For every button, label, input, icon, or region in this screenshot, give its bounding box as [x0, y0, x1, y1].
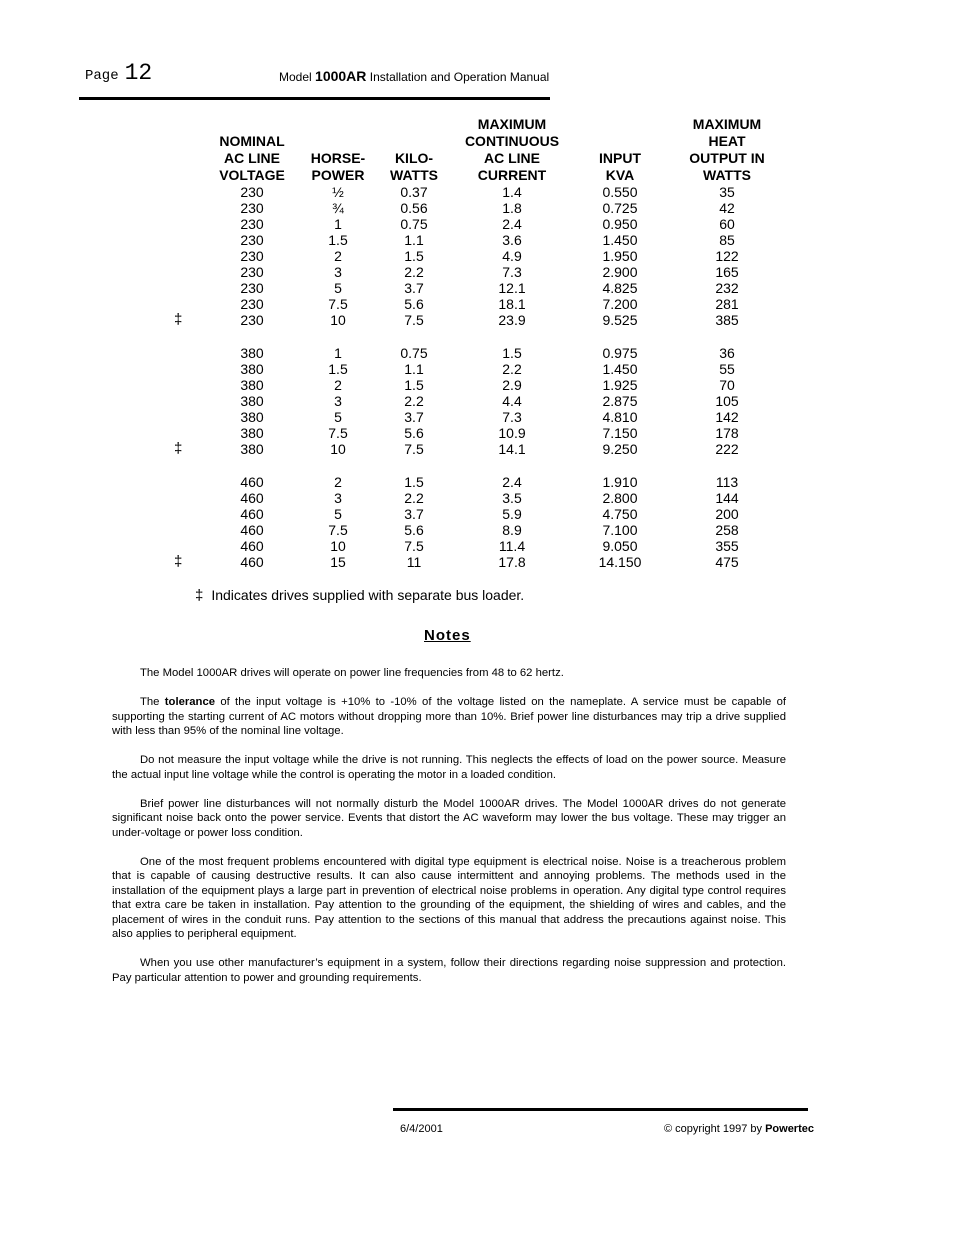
horsepower-cell: 5: [334, 280, 342, 296]
table-row: [166, 312, 776, 328]
footer-date: 6/4/2001: [400, 1123, 443, 1135]
column-header-kilowatts: [366, 116, 462, 184]
title-prefix: Model: [279, 70, 316, 84]
dagger-mark: [166, 522, 194, 538]
dagger-mark: [166, 409, 194, 425]
column-header-line: WATTS: [703, 167, 751, 183]
heat-output-cell: 113: [715, 474, 739, 490]
footer-copyright: [664, 1123, 814, 1135]
heat-output-cell: 232: [715, 280, 739, 296]
horsepower-cell: 1: [334, 345, 342, 361]
kilowatts-cell: 2.2: [404, 393, 424, 409]
dagger-mark: [166, 538, 194, 554]
voltage-cell: 380: [240, 393, 264, 409]
heat-output-cell: 281: [715, 296, 739, 312]
kilowatts-cell: 1.1: [404, 361, 424, 377]
voltage-cell: 460: [240, 474, 264, 490]
column-header-line: NOMINAL: [219, 133, 285, 149]
horsepower-cell: 2: [334, 474, 342, 490]
current-cell: 14.1: [498, 441, 526, 457]
column-header-current: [462, 116, 562, 184]
table-row: [166, 506, 776, 522]
horsepower-cell: ¾: [332, 200, 344, 216]
heat-output-cell: 60: [719, 216, 735, 232]
table-row: [166, 200, 776, 216]
dagger-mark: [166, 296, 194, 312]
table-row: [166, 409, 776, 425]
kva-cell: 1.925: [602, 377, 638, 393]
kva-cell: 2.875: [602, 393, 638, 409]
dagger-mark: [166, 393, 194, 409]
current-cell: 5.9: [502, 506, 522, 522]
dagger-mark: [166, 264, 194, 280]
kilowatts-cell: 3.7: [404, 409, 424, 425]
current-cell: 7.3: [502, 409, 522, 425]
table-row: [166, 441, 776, 457]
spacer-cell: [166, 328, 776, 345]
notes-text: The: [140, 696, 165, 708]
kilowatts-cell: 5.6: [404, 296, 424, 312]
kva-cell: 0.975: [602, 345, 638, 361]
dagger-mark: [166, 232, 194, 248]
current-cell: 3.5: [502, 490, 522, 506]
horsepower-cell: ½: [332, 184, 344, 200]
kva-cell: 4.825: [602, 280, 638, 296]
current-cell: 12.1: [498, 280, 526, 296]
kilowatts-cell: 1.5: [404, 377, 424, 393]
title-suffix: Installation and Operation Manual: [366, 70, 550, 84]
heat-output-cell: 144: [715, 490, 739, 506]
voltage-cell: 230: [240, 200, 264, 216]
group-spacer: [166, 457, 776, 474]
horsepower-cell: 3: [334, 490, 342, 506]
column-header-voltage: [194, 116, 310, 184]
column-header-line: MAXIMUM: [692, 116, 762, 132]
current-cell: 7.3: [502, 264, 522, 280]
table-row: [166, 361, 776, 377]
kilowatts-cell: 5.6: [404, 522, 424, 538]
kilowatts-cell: 5.6: [404, 425, 424, 441]
page-number-value: 12: [124, 60, 153, 86]
kilowatts-cell: 11: [406, 554, 422, 570]
notes-paragraph: One of the most frequent problems encountered with digital type equipment is electrical noise. Noise is a treacherous problem that is capable of causing destructive results. It can also cause intermittent and annoying problems. The methods used in the installation of the equipment plays a large part in prevention of electrical noise problems in operation. Any digital type control requires that extra care be taken in installation. Pay attention to the grounding of the equipment, the shielding of wires and cables, and the placement of wires in the conduit runs. Pay attention to the sections of this manual that address the precautions against noise. This also applies to peripheral equipment.: [112, 855, 786, 940]
drive-spec-table: [166, 116, 776, 570]
table-row: [166, 264, 776, 280]
notes-text: of the input voltage is +10% to -10% of the voltage listed on the nameplate. A service must be capable of supporting the starting current of AC motors without dropping more than 10%. Brief power line disturbances may trip a drive supplied with less than 95% of the nominal line voltage.: [112, 696, 786, 737]
kva-cell: 0.725: [602, 200, 638, 216]
voltage-cell: 230: [240, 232, 264, 248]
copyright-text: © copyright 1997 by: [664, 1123, 766, 1135]
table-row: [166, 216, 776, 232]
dagger-mark: [166, 200, 194, 216]
heat-output-cell: 36: [719, 345, 735, 361]
voltage-cell: 460: [240, 538, 264, 554]
dagger-mark: [166, 248, 194, 264]
kva-cell: 7.100: [602, 522, 638, 538]
table-row: [166, 522, 776, 538]
table-row: [166, 232, 776, 248]
column-header-line: OUTPUT IN: [689, 150, 765, 166]
notes-paragraph: Do not measure the input voltage while the drive is not running. This neglects the effects of load on the power source. Measure the actual input line voltage while the control is operating the motor in a loaded condition.: [112, 754, 786, 781]
kilowatts-cell: 7.5: [404, 538, 424, 554]
spacer-cell: [166, 457, 776, 474]
heat-output-cell: 105: [715, 393, 739, 409]
title-model: 1000AR: [315, 68, 367, 84]
table-row: [166, 184, 776, 200]
horsepower-cell: 10: [330, 441, 346, 457]
kva-cell: 1.450: [602, 232, 638, 248]
kva-cell: 4.750: [602, 506, 638, 522]
notes-paragraph: The Model 1000AR drives will operate on power line frequencies from 48 to 62 hertz.: [140, 667, 564, 679]
kilowatts-cell: 1.5: [404, 474, 424, 490]
column-header-line: WATTS: [390, 167, 438, 183]
kilowatts-cell: 3.7: [404, 280, 424, 296]
kva-cell: 9.250: [602, 441, 638, 457]
kva-cell: 0.950: [602, 216, 638, 232]
heat-output-cell: 165: [715, 264, 739, 280]
horsepower-cell: 7.5: [328, 522, 348, 538]
kva-cell: 0.550: [602, 184, 638, 200]
voltage-cell: 230: [240, 184, 264, 200]
kilowatts-cell: 7.5: [404, 441, 424, 457]
voltage-cell: 230: [240, 216, 264, 232]
dagger-mark: ‡: [174, 553, 183, 570]
heat-output-cell: 70: [719, 377, 735, 393]
column-header-line: CONTINUOUS: [464, 133, 560, 149]
marker-column-header: [166, 116, 194, 184]
heat-output-cell: 42: [719, 200, 735, 216]
kilowatts-cell: 2.2: [404, 264, 424, 280]
voltage-cell: 230: [240, 248, 264, 264]
table-row: [166, 345, 776, 361]
heat-output-cell: 355: [715, 538, 739, 554]
table-row: [166, 377, 776, 393]
voltage-cell: 460: [240, 554, 264, 570]
table-row: [166, 538, 776, 554]
kilowatts-cell: 3.7: [404, 506, 424, 522]
notes-section: [112, 666, 786, 1000]
column-header-line: MAXIMUM: [477, 116, 547, 132]
kva-cell: 9.050: [602, 538, 638, 554]
dagger-mark: ‡: [174, 311, 183, 328]
column-header-kva: [562, 116, 678, 184]
kilowatts-cell: 1.5: [404, 248, 424, 264]
current-cell: 1.4: [502, 184, 522, 200]
horsepower-cell: 5: [334, 409, 342, 425]
column-header-line: VOLTAGE: [219, 167, 285, 183]
voltage-cell: 230: [240, 296, 264, 312]
current-cell: 4.9: [502, 248, 522, 264]
table-row: [166, 425, 776, 441]
table-row: [166, 296, 776, 312]
heat-output-cell: 122: [715, 248, 739, 264]
dagger-mark: [166, 361, 194, 377]
heat-output-cell: 85: [719, 232, 735, 248]
table-row: [166, 474, 776, 490]
page-label: Page: [85, 68, 119, 84]
voltage-cell: 380: [240, 345, 264, 361]
table-row: [166, 248, 776, 264]
current-cell: 8.9: [502, 522, 522, 538]
heat-output-cell: 55: [719, 361, 735, 377]
horsepower-cell: 3: [334, 393, 342, 409]
column-header-line: INPUT: [599, 150, 641, 166]
kilowatts-cell: 0.75: [400, 345, 428, 361]
table-header-row: [166, 116, 776, 184]
kva-cell: 4.810: [602, 409, 638, 425]
voltage-cell: 380: [240, 377, 264, 393]
heat-output-cell: 200: [715, 506, 739, 522]
horsepower-cell: 10: [330, 312, 346, 328]
kva-cell: 1.950: [602, 248, 638, 264]
group-spacer: [166, 328, 776, 345]
column-header-line: HEAT: [708, 133, 746, 149]
current-cell: 17.8: [498, 554, 526, 570]
voltage-cell: 230: [240, 312, 264, 328]
document-title: [279, 68, 549, 84]
horsepower-cell: 2: [334, 248, 342, 264]
column-header-line: CURRENT: [477, 167, 547, 183]
current-cell: 10.9: [498, 425, 526, 441]
heat-output-cell: 35: [719, 184, 735, 200]
kva-cell: 1.910: [602, 474, 638, 490]
column-header-heat: [678, 116, 776, 184]
voltage-cell: 380: [240, 361, 264, 377]
voltage-cell: 460: [240, 490, 264, 506]
dagger-mark: [166, 377, 194, 393]
heat-output-cell: 142: [715, 409, 739, 425]
heat-output-cell: 258: [715, 522, 739, 538]
table-row: [166, 393, 776, 409]
column-header-line: KILO-: [394, 150, 434, 166]
horsepower-cell: 1.5: [328, 232, 348, 248]
table-row: [166, 490, 776, 506]
footer-rule: [393, 1108, 808, 1111]
kilowatts-cell: 0.56: [400, 200, 428, 216]
horsepower-cell: 10: [330, 538, 346, 554]
notes-paragraph: [112, 695, 786, 739]
table-legend: [195, 587, 524, 604]
dagger-mark: [166, 184, 194, 200]
kilowatts-cell: 0.37: [400, 184, 428, 200]
horsepower-cell: 1: [334, 216, 342, 232]
kilowatts-cell: 1.1: [404, 232, 424, 248]
kva-cell: 2.900: [602, 264, 638, 280]
current-cell: 2.4: [502, 474, 522, 490]
heat-output-cell: 178: [715, 425, 739, 441]
dagger-mark: [166, 490, 194, 506]
table-row: [166, 554, 776, 570]
voltage-cell: 380: [240, 409, 264, 425]
dagger-mark: [166, 345, 194, 361]
kva-cell: 1.450: [602, 361, 638, 377]
current-cell: 11.4: [498, 538, 526, 554]
column-header-line: AC LINE: [484, 150, 540, 166]
horsepower-cell: 15: [330, 554, 346, 570]
kilowatts-cell: 2.2: [404, 490, 424, 506]
column-header-line: KVA: [605, 167, 635, 183]
current-cell: 18.1: [498, 296, 526, 312]
horsepower-cell: 7.5: [328, 425, 348, 441]
page-number: [85, 60, 152, 86]
dagger-mark: [166, 474, 194, 490]
dagger-mark: ‡: [195, 587, 204, 604]
heat-output-cell: 222: [715, 441, 739, 457]
voltage-cell: 380: [240, 425, 264, 441]
kva-cell: 2.800: [602, 490, 638, 506]
current-cell: 2.2: [502, 361, 522, 377]
column-header-line: POWER: [311, 167, 365, 183]
horsepower-cell: 1.5: [328, 361, 348, 377]
kva-cell: 14.150: [598, 554, 642, 570]
dagger-mark: [166, 216, 194, 232]
current-cell: 2.9: [502, 377, 522, 393]
heat-output-cell: 385: [715, 312, 739, 328]
voltage-cell: 460: [240, 506, 264, 522]
voltage-cell: 230: [240, 280, 264, 296]
column-header-horsepower: [310, 116, 366, 184]
notes-bold-term: tolerance: [164, 696, 216, 708]
table-body: [166, 184, 776, 570]
notes-paragraph: Brief power line disturbances will not normally disturb the Model 1000AR drives. The Model 1000AR drives do not generate significant noise back onto the power service. Events that distort the AC waveform may lower the bus voltage. These may trigger an under-voltage or power loss condition.: [112, 797, 786, 839]
current-cell: 4.4: [502, 393, 522, 409]
current-cell: 1.5: [502, 345, 522, 361]
voltage-cell: 230: [240, 264, 264, 280]
dagger-mark: [166, 280, 194, 296]
horsepower-cell: 2: [334, 377, 342, 393]
notes-paragraph: When you use other manufacturer’s equipment in a system, follow their directions regarding noise suppression and protection. Pay particular attention to power and grounding requirements.: [112, 957, 786, 984]
kilowatts-cell: 7.5: [404, 312, 424, 328]
company-name: Powertec: [765, 1123, 814, 1135]
table-row: [166, 280, 776, 296]
kva-cell: 7.200: [602, 296, 638, 312]
dagger-mark: ‡: [174, 440, 183, 457]
voltage-cell: 380: [240, 441, 264, 457]
dagger-mark: [166, 506, 194, 522]
column-header-line: AC LINE: [224, 150, 280, 166]
column-header-line: HORSE-: [310, 150, 366, 166]
dagger-mark: [166, 425, 194, 441]
horsepower-cell: 5: [334, 506, 342, 522]
kva-cell: 9.525: [602, 312, 638, 328]
kva-cell: 7.150: [602, 425, 638, 441]
current-cell: 2.4: [502, 216, 522, 232]
heat-output-cell: 475: [715, 554, 739, 570]
horsepower-cell: 3: [334, 264, 342, 280]
kilowatts-cell: 0.75: [400, 216, 428, 232]
notes-heading: Notes: [424, 627, 471, 644]
current-cell: 3.6: [502, 232, 522, 248]
legend-text: Indicates drives supplied with separate bus loader.: [211, 587, 525, 603]
current-cell: 23.9: [498, 312, 526, 328]
voltage-cell: 460: [240, 522, 264, 538]
horsepower-cell: 7.5: [328, 296, 348, 312]
header-rule: [79, 97, 550, 100]
current-cell: 1.8: [502, 200, 522, 216]
